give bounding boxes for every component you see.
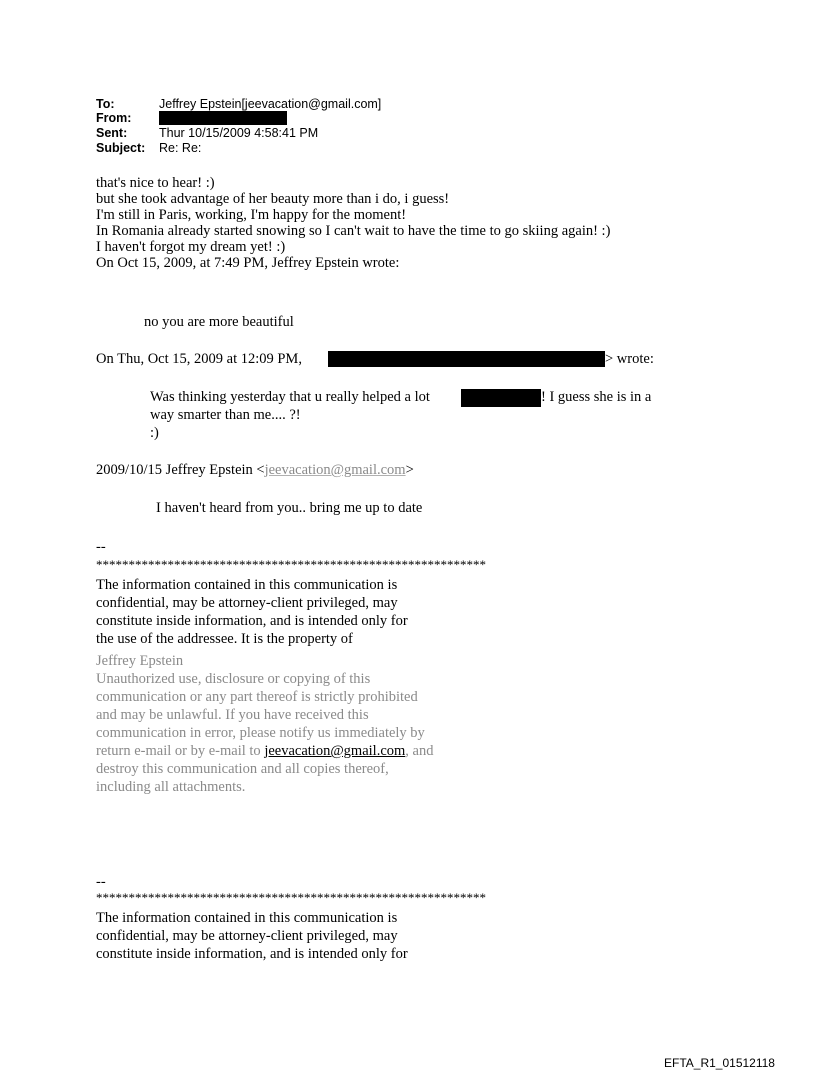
quote-header-prefix: On Thu, Oct 15, 2009 at 12:09 PM, [96,351,302,367]
name-redaction [461,389,541,407]
disclaimer-line: The information contained in this communication is [96,577,398,593]
signature-line [96,462,414,478]
disclaimer-stars: ************************************************************ [96,557,486,572]
disclaimer-email-line [96,743,433,759]
to-label: To: [96,97,115,111]
sent-value: Thur 10/15/2009 4:58:41 PM [159,126,319,140]
message-line: that's nice to hear! :) [96,175,215,191]
quote-header-suffix: > wrote: [605,351,654,367]
message-line: On Oct 15, 2009, at 7:49 PM, Jeffrey Epstein wrote: [96,255,400,271]
message-line: In Romania already started snowing so I can't wait to have the time to go skiing again! :) [96,223,611,239]
message-line: I haven't forgot my dream yet! :) [96,239,286,255]
disclaimer-line: The information contained in this communication is [96,910,398,926]
disclaimer-line: the use of the addressee. It is the property of [96,631,353,647]
quote-line: Was thinking yesterday that u really helped a lot [150,389,430,405]
disclaimer-email-suffix: , and [405,743,434,759]
disclaimer-grey-line: communication or any part thereof is strictly prohibited [96,689,418,705]
reply-text: I haven't heard from you.. bring me up to date [156,500,423,516]
disclaimer-dashes: -- [96,539,106,555]
disclaimer-grey-line: including all attachments. [96,779,246,795]
quote-line-end: ! I guess she is in a [541,389,652,405]
disclaimer-grey-line: communication in error, please notify us immediately by [96,725,425,741]
subject-label: Subject: [96,141,146,155]
document-id: EFTA_R1_01512118 [664,1056,775,1070]
disclaimer-grey-line: and may be unlawful. If you have received this [96,707,369,723]
to-value: Jeffrey Epstein[jeevacation@gmail.com] [159,97,382,111]
disclaimer-grey-line: Unauthorized use, disclosure or copying of this [96,671,371,687]
sent-label: Sent: [96,126,128,140]
quote-line: way smarter than me.... ?! [150,407,301,423]
subject-value: Re: Re: [159,141,202,155]
disclaimer-grey-line: destroy this communication and all copies thereof, [96,761,389,777]
disclaimer-email-prefix: return e-mail or by e-mail to [96,743,265,759]
email-link[interactable]: jeevacation@gmail.com [264,743,406,759]
from-label: From: [96,111,132,125]
disclaimer-dashes: -- [96,874,106,890]
reply-text: no you are more beautiful [144,314,294,330]
from-redaction [159,111,287,125]
quote-line: :) [150,425,159,441]
disclaimer-stars: ************************************************************ [96,890,486,905]
disclaimer-line: confidential, may be attorney-client privileged, may [96,928,398,944]
message-line: but she took advantage of her beauty more than i do, i guess! [96,191,450,207]
disclaimer-line: confidential, may be attorney-client privileged, may [96,595,398,611]
sender-redaction [328,351,605,367]
disclaimer-grey-line: Jeffrey Epstein [96,653,184,669]
disclaimer-line: constitute inside information, and is intended only for [96,946,408,962]
signature-prefix: 2009/10/15 Jeffrey Epstein < [96,462,265,478]
message-line: I'm still in Paris, working, I'm happy for the moment! [96,207,407,223]
email-link[interactable]: jeevacation@gmail.com [264,462,406,478]
signature-suffix: > [405,462,414,478]
disclaimer-line: constitute inside information, and is intended only for [96,613,408,629]
